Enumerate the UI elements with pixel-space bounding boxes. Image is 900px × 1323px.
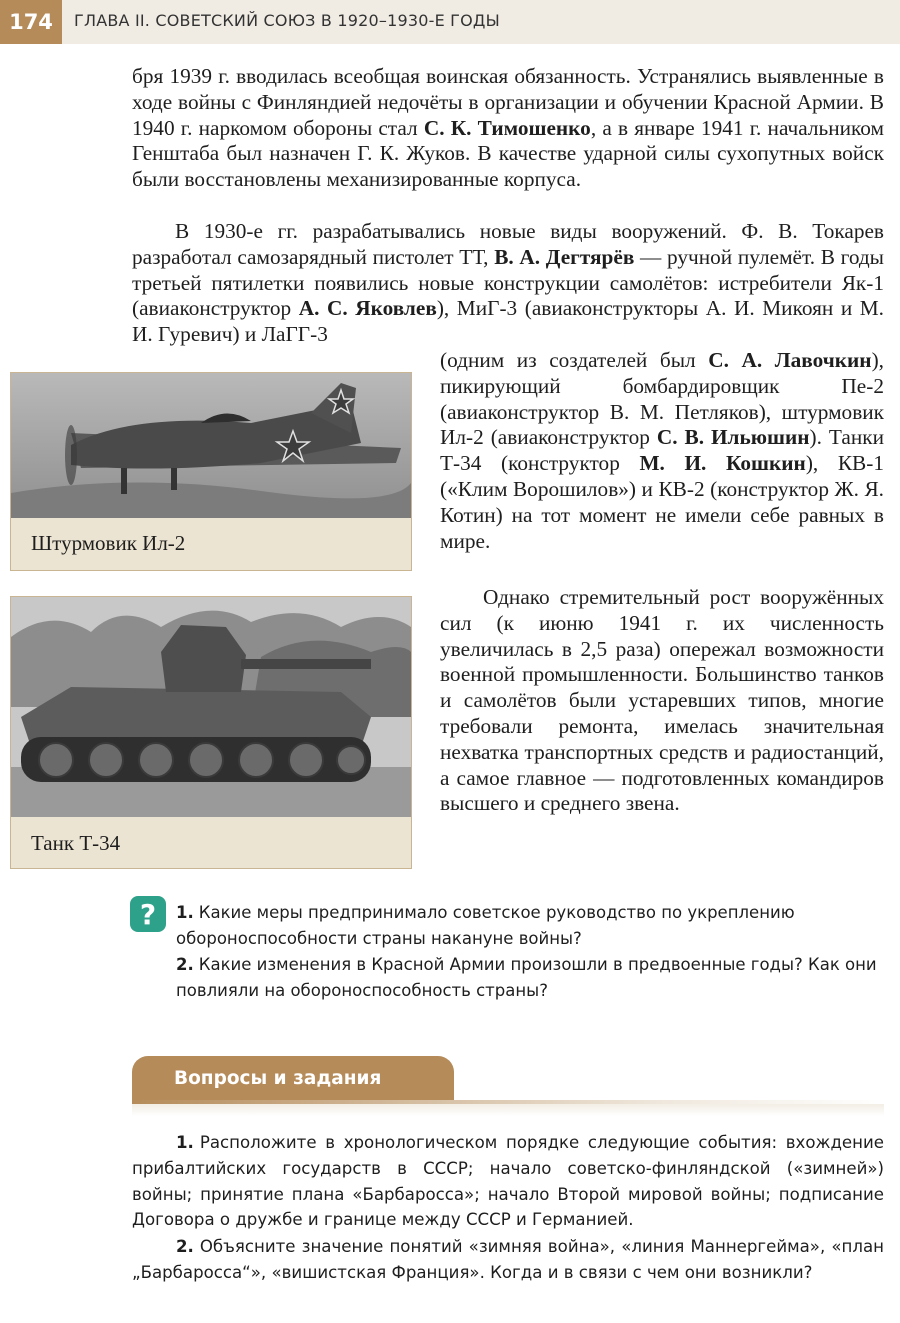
- paragraph-1: бря 1939 г. вводилась всеобщая воинская обязанность. Устранялись выявленные в ходе войны с Финляндией недочёты в организации и обучении Красной Армии. В 1940 г. наркомом обороны стал С. К. Тимошенко, а в январе 1941 г. начальником Генштаба был назначен Г. К. Жуков. В качестве ударной силы сухопутных войск были восстановлены механизированные корпуса.: [132, 64, 885, 192]
- task-item: 1. Расположите в хронологическом порядке следующие события: вхождение прибалтийских государств в СССР; начало советско-финляндской («зимней») войны; принятие плана «Барбаросса»; начало Второй мировой войны; подписание Договора о дружбе и границе между СССР и Германией.: [132, 1133, 884, 1230]
- figure-caption: Танк Т-34: [31, 831, 121, 855]
- question-item: 1. Какие меры предпринимало советское руководство по укреплению обороноспособности страны накануне войны?: [176, 903, 795, 948]
- task-item: 2. Объясните значение понятий «зимняя война», «линия Маннергейма», «план „Барбаросса“», «вишистская Франция». Когда и в связи с чем они возникли?: [132, 1237, 884, 1282]
- t34-tank-photo: [11, 597, 411, 817]
- question-item: 2. Какие изменения в Красной Армии произошли в предвоенные годы? Как они повлияли на обороноспособность страны?: [176, 955, 877, 1000]
- figure-il2: [10, 372, 412, 571]
- il2-aircraft-photo: [11, 373, 411, 518]
- chapter-title: ГЛАВА II. СОВЕТСКИЙ СОЮЗ В 1920–1930-Е ГОДЫ: [74, 11, 500, 30]
- paragraph-2: В 1930-е гг. разрабатывались новые виды вооружений. Ф. В. Токарев разработал самозарядный пистолет ТТ, В. А. Дегтярёв — ручной пулемёт. В годы третьей пятилетки появились новые конструкции самолётов: истребители Як-1 (авиаконструктор А. С. Яковлев), МиГ-3 (авиаконструкторы А. И. Микоян и М. И. Гуревич) и ЛаГГ-3: [132, 219, 885, 347]
- page-number: 174: [0, 0, 62, 44]
- section-title: Вопросы и задания: [132, 1056, 454, 1100]
- question-list: [176, 900, 888, 1004]
- page-header: [0, 0, 900, 44]
- paragraph-4: Однако стремительный рост вооружённых сил (к июню 1941 г. их численность увеличилась в 2,5 раза) опережал возможности военной промышленности. Большинство танков и самолётов были устаревших типов, многие требовали ремонта, имелась значительная нехватка транспортных средств и радиостанций, а самое главное — подготовленных командиров высшего и среднего звена.: [440, 585, 884, 816]
- section-shadow: [132, 1104, 884, 1116]
- paragraph-3: (одним из создателей был С. А. Лавочкин), пикирующий бомбардировщик Пе-2 (авиаконструктор В. М. Петляков), штурмовик Ил-2 (авиаконструктор С. В. Ильюшин). Танки Т-34 (конструктор М. И. Кошкин), КВ-1 («Клим Ворошилов») и КВ-2 (конструктор Ж. Я. Котин) на тот момент не имели себе равных в мире.: [440, 348, 885, 553]
- question-icon: ?: [130, 896, 166, 932]
- figure-caption: Штурмовик Ил-2: [31, 531, 186, 555]
- figure-t34: [10, 596, 412, 869]
